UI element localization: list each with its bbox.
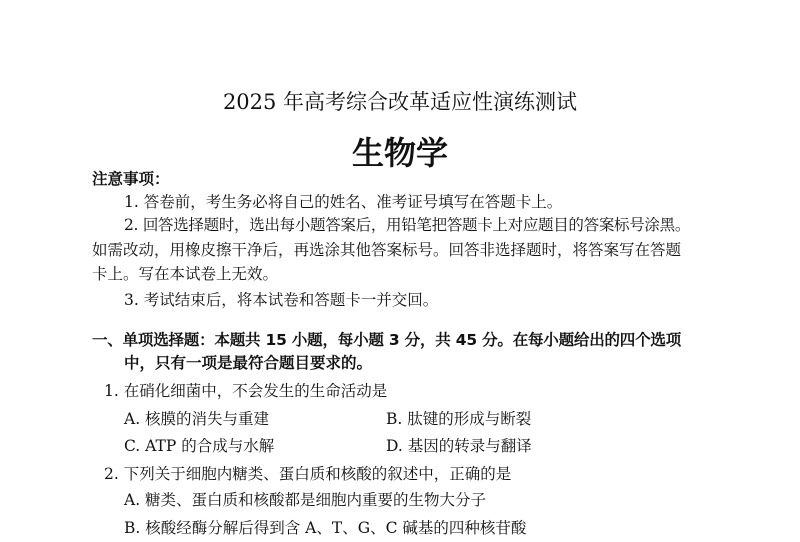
section-heading-cont: 中，只有一项是最符合题目要求的。: [124, 354, 373, 372]
question-option: A. 核膜的消失与重建: [124, 410, 270, 428]
question-stem: 2. 下列关于细胞内糖类、蛋白质和核酸的叙述中，正确的是: [104, 465, 512, 483]
notice-item: 1. 答卷前，考生务必将自己的姓名、准考证号填写在答题卡上。: [124, 193, 563, 211]
section-heading: 一、单项选择题：本题共 15 小题，每小题 3 分，共 45 分。在每小题给出的四个选项: [92, 331, 682, 349]
notice-item: 卡上。写在本试卷上无效。: [92, 265, 279, 283]
notice-heading: 注意事项：: [92, 170, 170, 188]
question-option: D. 基因的转录与翻译: [386, 437, 532, 455]
question-option: B. 核酸经酶分解后得到含 A、T、G、C 碱基的四种核苷酸: [124, 519, 527, 537]
question-option: A. 糖类、蛋白质和核酸都是细胞内重要的生物大分子: [124, 491, 487, 509]
notice-item: 如需改动，用橡皮擦干净后，再选涂其他答案标号。回答非选择题时，将答案写在答题: [92, 241, 682, 259]
question-option: C. ATP 的合成与水解: [124, 437, 275, 455]
exam-title: 2025 年高考综合改革适应性演练测试: [222, 90, 578, 114]
subject-title: 生物学: [351, 134, 448, 172]
notice-item: 2. 回答选择题时，选出每小题答案后，用铅笔把答题卡上对应题目的答案标号涂黑。: [124, 216, 691, 234]
notice-item: 3. 考试结束后，将本试卷和答题卡一并交回。: [124, 291, 439, 309]
question-stem: 1. 在硝化细菌中，不会发生的生命活动是: [104, 382, 388, 400]
question-option: B. 肽键的形成与断裂: [386, 410, 532, 428]
